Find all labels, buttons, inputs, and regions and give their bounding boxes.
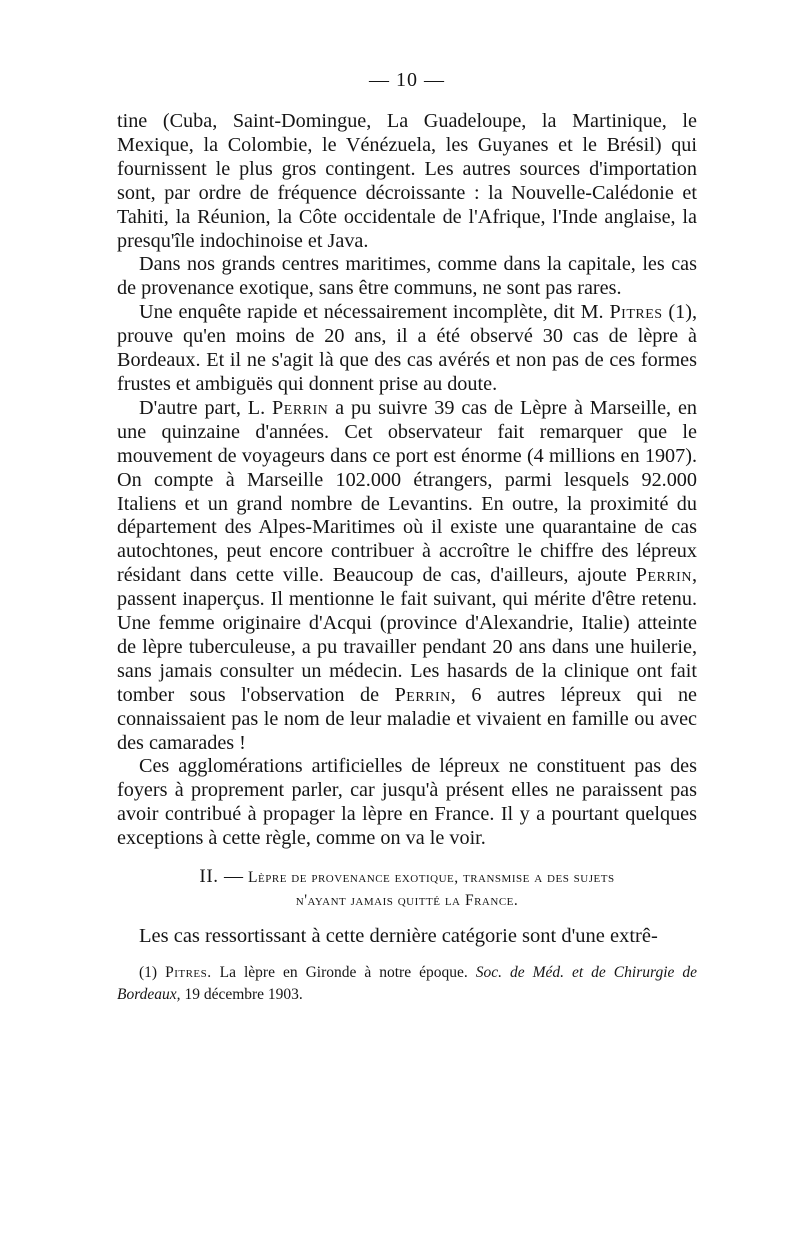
paragraph-agglomerations: Ces agglomérations artificielles de lépreux ne constituent pas des foyers à proprement parler, car jusqu'à présent elles ne paraissent pas avoir contribué à propager la lèpre en France. Il y a pourtant quelques exceptions à cette règle, comme on va le voir. — [117, 755, 697, 850]
paragraph-text: , 6 autres lépreux qui ne connaissaient pas le nom de leur maladie et vivaient en famille ou avec des camarades ! — [117, 683, 697, 754]
paragraph-bordeaux-survey — [117, 301, 697, 397]
section-heading-line-1 — [117, 865, 697, 889]
author-name: Perrin — [272, 396, 329, 419]
section-title-country: France. — [464, 892, 519, 910]
section-heading — [117, 865, 697, 912]
author-name: Perrin — [394, 683, 451, 706]
author-name: Perrin — [635, 564, 692, 587]
author-name: Pitres — [609, 301, 663, 324]
paragraph-maritime-centres: Dans nos grands centres maritimes, comme dans la capitale, les cas de provenance exotique, sans être communs, ne sont pas rares. — [117, 253, 697, 300]
paragraph-marseille-cases — [117, 397, 697, 756]
paragraph-text: , passent inaperçus. Il mentionne le fait suivant, qui mérite d'être retenu. Une femme originaire d'Acqui (province d'Alexandrie, Italie) atteinte de lèpre tuberculeuse, a pu travailler pendant 20 ans dans une huilerie, sans jamais consulter un médecin. Les hasards de la clinique ont fait tomber sous l'observation de — [117, 564, 697, 706]
paragraph-text: (1), prouve qu'en moins de 20 ans, il a été observé 30 cas de lèpre à Bordeaux. Et il ne s'agit là que des cas avérés et non pas de ces formes frustes et ambiguës qui donnent prise au doute. — [117, 301, 698, 395]
paragraph-text: D'autre part, L. — [139, 396, 266, 419]
footnote — [117, 962, 697, 1006]
footnote-author: Pitres. — [165, 964, 212, 982]
section-heading-line-2 — [117, 889, 697, 912]
section-number: II. — — [199, 866, 244, 888]
paragraph-category-cases: Les cas ressortissant à cette dernière catégorie sont d'une extrê- — [139, 925, 658, 948]
section-title: Lèpre de provenance exotique, transmise a des sujets — [248, 869, 615, 887]
paragraph-text: a pu suivre 39 cas de Lèpre à Marseille, en une quinzaine d'années. Cet observateur fait remarquer que le mouvement de voyageurs dans ce port est énorme (4 millions en 1907). On compte à Marseille 102.000 étrangers, parmi lesquels 92.000 Italiens et un grand nombre de Levantins. En outre, la proximité du département des Alpes-Maritimes où il existe une quarantaine de cas autochtones, peut encore contribuer à accroître le chiffre des lépreux résidant dans cette ville. Beaucoup de cas, d'ailleurs, ajoute — [117, 396, 698, 587]
page-number: — 10 — — [369, 69, 445, 91]
paragraph-import-sources: tine (Cuba, Saint-Domingue, La Guadeloupe, la Martinique, le Mexique, la Colombie, le Vénézuela, les Guyanes et le Brésil) qui fournissent le plus gros contingent. Les autres sources d'importation sont, par ordre de fréquence décroissante : la Nouvelle-Calédonie et Tahiti, la Réunion, la Côte occidentale de l'Afrique, l'Inde anglaise, la presqu'île indochinoise et Java. — [117, 110, 697, 252]
footnote-journal: Soc. de Méd. et de Chirurgie de Bordeaux, — [117, 964, 698, 1004]
footnote-marker: (1) — [139, 964, 158, 982]
paragraph-text: Une enquête rapide et nécessairement incomplète, dit M. — [139, 301, 604, 324]
section-title-continued: n'ayant jamais quitté la — [295, 892, 461, 910]
footnote-title: La lèpre en Gironde à notre époque. — [219, 964, 468, 982]
footnote-date: 19 décembre 1903. — [184, 986, 303, 1004]
book-page — [117, 60, 697, 1006]
